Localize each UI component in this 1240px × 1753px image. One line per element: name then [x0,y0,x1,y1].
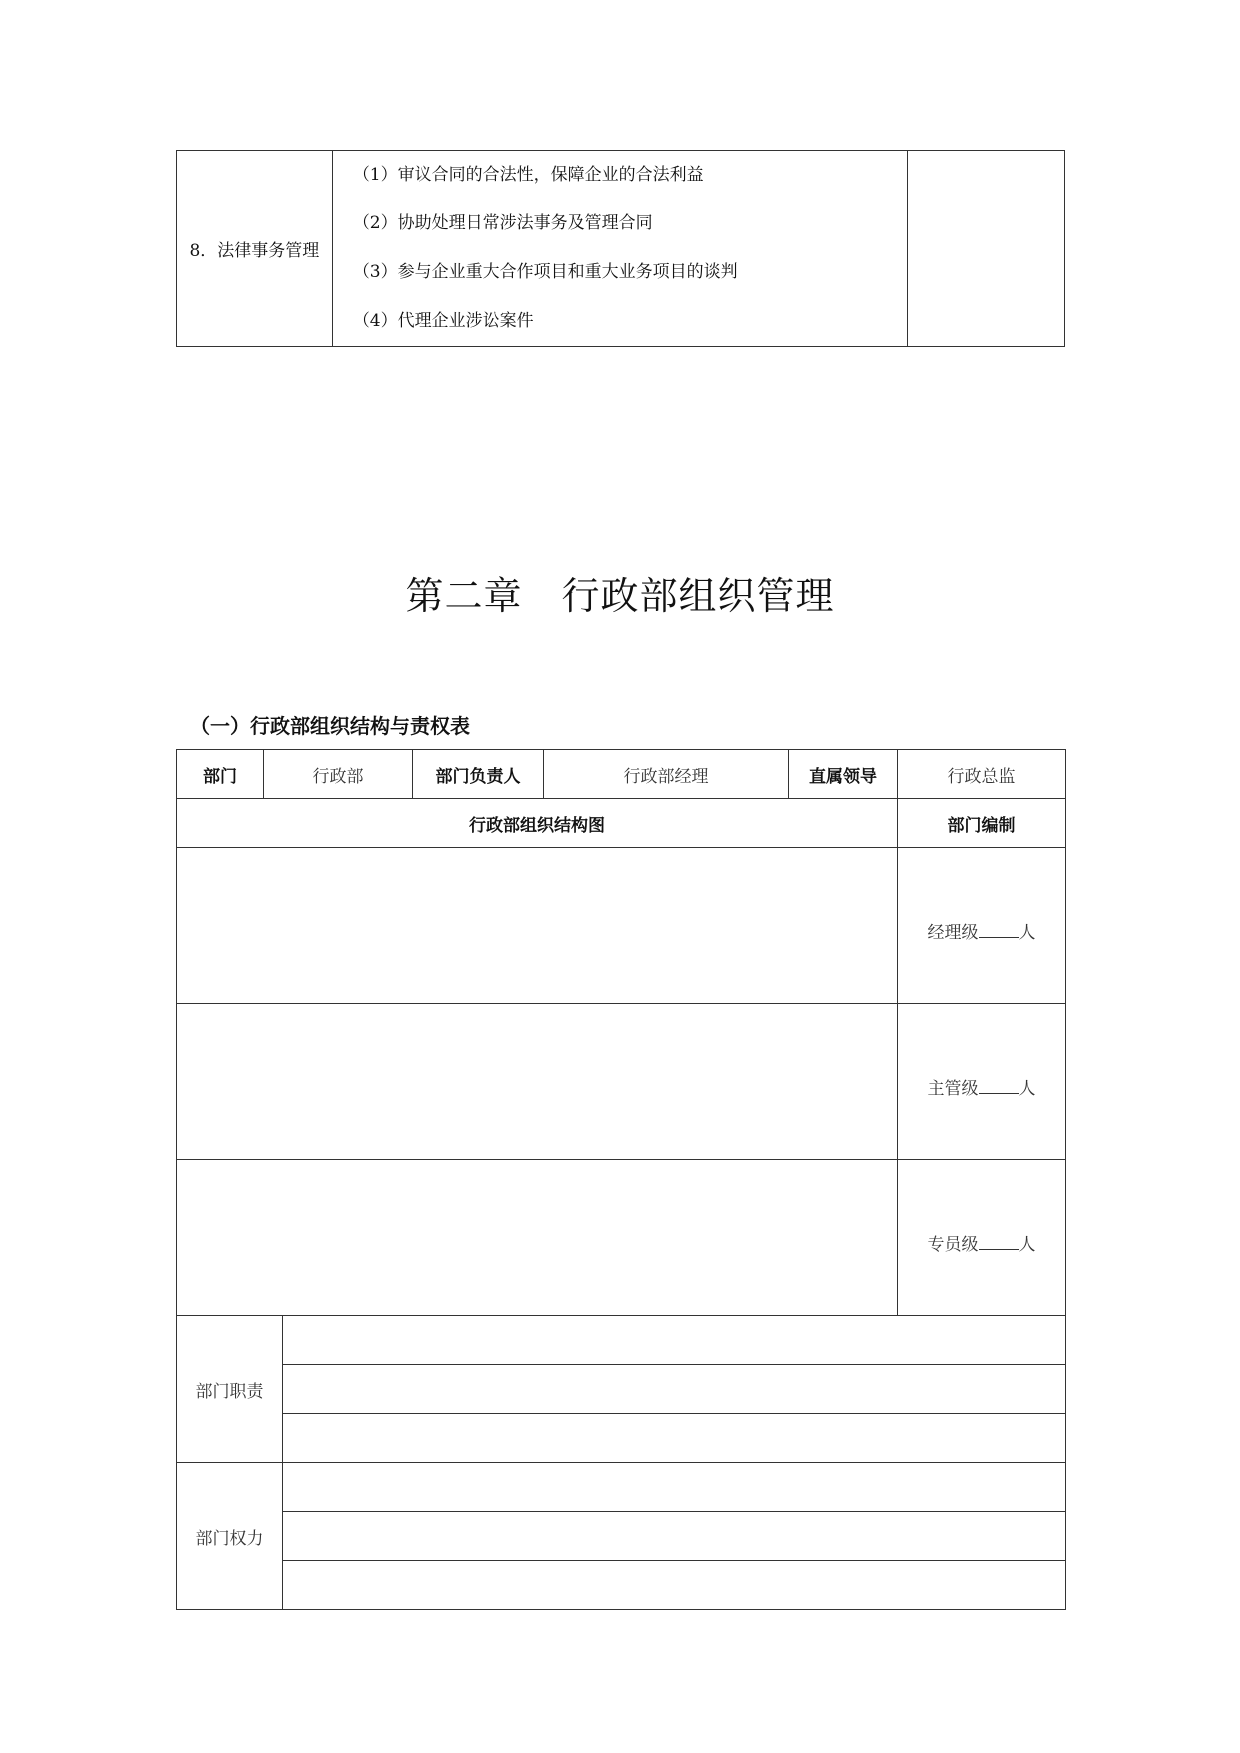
dept-duties-line [283,1316,1066,1365]
staff-level-label: 主管级 [927,1079,979,1099]
legal-affairs-items [332,151,907,347]
org-chart-area [177,848,898,1004]
org-chart-header: 行政部组织结构图 [177,799,898,848]
staff-level-supervisor [898,1004,1066,1160]
staffing-header: 部门编制 [898,799,1066,848]
staff-level-manager [898,848,1066,1004]
dept-powers-line [283,1512,1066,1561]
dept-duties-line [283,1365,1066,1414]
dept-duties-line [283,1414,1066,1463]
org-chart-area [177,1160,898,1316]
staff-unit: 人 [1018,1235,1036,1255]
chapter-title: 第二章 行政部组织管理 [405,574,835,618]
org-chart-area [177,1004,898,1160]
legal-affairs-label: 8．法律事务管理 [177,151,333,347]
dept-head-value: 行政部经理 [544,750,789,799]
dept-head-label: 部门负责人 [413,750,544,799]
section-title: （一）行政部组织结构与责权表 [190,714,470,738]
legal-affairs-table [176,150,1065,347]
staff-count-blank [979,1231,1019,1250]
legal-item: （4）代理企业涉讼案件 [352,311,534,331]
staff-unit: 人 [1018,1079,1036,1099]
staff-count-blank [979,919,1019,938]
dept-powers-line [283,1561,1066,1610]
staff-level-label: 经理级 [927,923,979,943]
legal-item: （1）审议合同的合法性，保障企业的合法利益 [352,165,704,185]
dept-label: 部门 [177,750,264,799]
legal-affairs-notes-cell [907,151,1064,347]
legal-item: （2）协助处理日常涉法事务及管理合同 [352,213,653,233]
staff-count-blank [979,1075,1019,1094]
dept-value: 行政部 [264,750,413,799]
dept-powers-label: 部门权力 [177,1463,283,1610]
staff-level-label: 专员级 [927,1235,979,1255]
legal-item: （3）参与企业重大合作项目和重大业务项目的谈判 [352,262,738,282]
dept-duties-label: 部门职责 [177,1316,283,1463]
direct-leader-value: 行政总监 [898,750,1066,799]
direct-leader-label: 直属领导 [789,750,898,799]
dept-powers-line [283,1463,1066,1512]
org-structure-table [176,749,1066,1610]
staff-level-specialist [898,1160,1066,1316]
staff-unit: 人 [1018,923,1036,943]
